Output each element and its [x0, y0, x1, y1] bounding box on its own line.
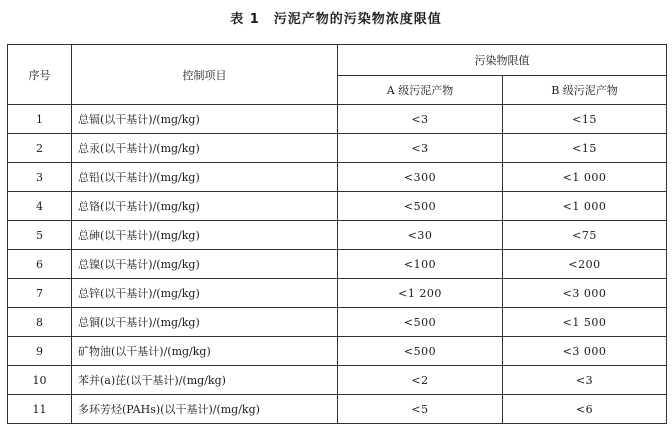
row-class-b-limit: <1 000	[503, 192, 667, 221]
row-control-item: 总汞(以干基计)/(mg/kg)	[72, 134, 338, 163]
table-number: 表 1	[230, 12, 260, 27]
row-class-a-limit: <2	[338, 366, 503, 395]
row-seq: 2	[8, 134, 72, 163]
row-control-item: 苯并(a)芘(以干基计)/(mg/kg)	[72, 366, 338, 395]
row-class-a-limit: <500	[338, 337, 503, 366]
header-class-b: B 级污泥产物	[503, 76, 667, 105]
row-class-b-limit: <3	[503, 366, 667, 395]
table-row	[8, 337, 667, 366]
row-class-b-limit: <3 000	[503, 337, 667, 366]
row-class-b-limit: <200	[503, 250, 667, 279]
row-class-b-limit: <3 000	[503, 279, 667, 308]
row-control-item: 总铜(以干基计)/(mg/kg)	[72, 308, 338, 337]
row-class-a-limit: <3	[338, 134, 503, 163]
table-row	[8, 134, 667, 163]
row-class-a-limit: <500	[338, 192, 503, 221]
table-row	[8, 163, 667, 192]
row-class-a-limit: <500	[338, 308, 503, 337]
row-control-item: 总镍(以干基计)/(mg/kg)	[72, 250, 338, 279]
row-seq: 10	[8, 366, 72, 395]
table-row	[8, 250, 667, 279]
row-class-b-limit: <1 000	[503, 163, 667, 192]
row-control-item: 总铅(以干基计)/(mg/kg)	[72, 163, 338, 192]
row-seq: 8	[8, 308, 72, 337]
header-control-item: 控制项目	[72, 45, 338, 105]
table-body	[8, 105, 667, 424]
row-seq: 11	[8, 395, 72, 424]
row-class-b-limit: <15	[503, 105, 667, 134]
row-seq: 1	[8, 105, 72, 134]
row-control-item: 总砷(以干基计)/(mg/kg)	[72, 221, 338, 250]
row-class-b-limit: <1 500	[503, 308, 667, 337]
header-limit-group: 污染物限值	[338, 45, 667, 76]
row-control-item: 矿物油(以干基计)/(mg/kg)	[72, 337, 338, 366]
row-seq: 4	[8, 192, 72, 221]
header-seq: 序号	[8, 45, 72, 105]
row-control-item: 总锌(以干基计)/(mg/kg)	[72, 279, 338, 308]
row-class-a-limit: <5	[338, 395, 503, 424]
table-header	[8, 45, 667, 105]
row-control-item: 总铬(以干基计)/(mg/kg)	[72, 192, 338, 221]
table-title: 污泥产物的污染物浓度限值	[273, 12, 442, 27]
row-class-b-limit: <6	[503, 395, 667, 424]
row-class-a-limit: <1 200	[338, 279, 503, 308]
row-seq: 6	[8, 250, 72, 279]
row-class-a-limit: <100	[338, 250, 503, 279]
table-caption	[0, 8, 672, 27]
row-control-item: 总镉(以干基计)/(mg/kg)	[72, 105, 338, 134]
header-class-a: A 级污泥产物	[338, 76, 503, 105]
table-row	[8, 395, 667, 424]
row-class-b-limit: <75	[503, 221, 667, 250]
row-class-a-limit: <300	[338, 163, 503, 192]
table-row	[8, 105, 667, 134]
row-class-b-limit: <15	[503, 134, 667, 163]
row-class-a-limit: <3	[338, 105, 503, 134]
row-class-a-limit: <30	[338, 221, 503, 250]
table-row	[8, 308, 667, 337]
row-control-item: 多环芳烃(PAHs)(以干基计)/(mg/kg)	[72, 395, 338, 424]
row-seq: 3	[8, 163, 72, 192]
table-row	[8, 279, 667, 308]
table-row	[8, 192, 667, 221]
pollutant-limits-table	[7, 44, 667, 424]
row-seq: 9	[8, 337, 72, 366]
row-seq: 7	[8, 279, 72, 308]
row-seq: 5	[8, 221, 72, 250]
table-row	[8, 221, 667, 250]
table-row	[8, 366, 667, 395]
